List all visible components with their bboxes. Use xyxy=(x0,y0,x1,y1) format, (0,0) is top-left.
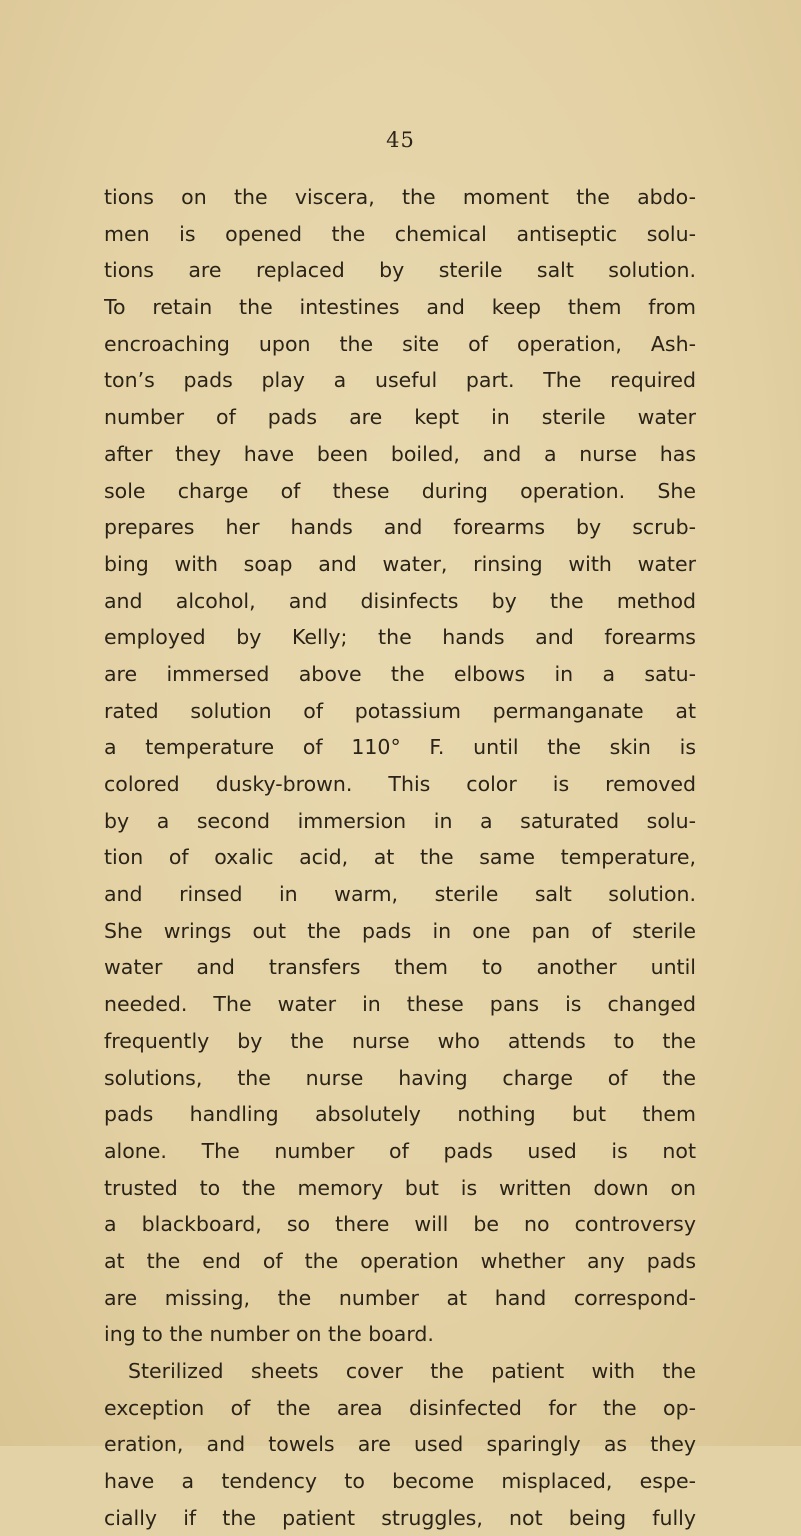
body-text xyxy=(104,179,696,1536)
text-line: trusted to the memory but is written down on xyxy=(104,1175,696,1200)
page-number: 45 xyxy=(386,128,415,152)
text-line: tion of oxalic acid, at the same temperature, xyxy=(104,845,696,870)
text-line: needed. The water in these pans is changed xyxy=(104,992,696,1017)
text-line: rated solution of potassium permanganate at xyxy=(104,698,696,723)
text-line: ing to the number on the board. xyxy=(104,1322,434,1347)
text-line: are missing, the number at hand correspond- xyxy=(104,1285,696,1310)
text-line: She wrings out the pads in one pan of sterile xyxy=(104,918,696,943)
text-line: by a second immersion in a saturated solu- xyxy=(104,808,696,833)
text-line: encroaching upon the site of operation, Ash- xyxy=(104,331,696,356)
text-line: sole charge of these during operation. She xyxy=(104,478,696,503)
text-line: a blackboard, so there will be no controversy xyxy=(104,1212,696,1237)
text-line: have a tendency to become misplaced, espe- xyxy=(104,1469,696,1494)
text-line: To retain the intestines and keep them from xyxy=(104,295,696,320)
text-line: tions are replaced by sterile salt solution. xyxy=(104,258,696,283)
text-line: frequently by the nurse who attends to the xyxy=(104,1028,696,1053)
text-line: men is opened the chemical antiseptic solu- xyxy=(104,221,696,246)
text-line: colored dusky-brown. This color is removed xyxy=(104,772,696,796)
text-line: employed by Kelly; the hands and forearms xyxy=(104,625,696,650)
text-line: pads handling absolutely nothing but them xyxy=(104,1102,696,1127)
text-line: water and transfers them to another until xyxy=(104,955,696,980)
text-line: number of pads are kept in sterile water xyxy=(104,405,696,430)
text-line: eration, and towels are used sparingly as they xyxy=(104,1432,696,1457)
text-line: bing with soap and water, rinsing with water xyxy=(104,551,696,576)
text-line: prepares her hands and forearms by scrub- xyxy=(104,515,696,540)
text-line: alone. The number of pads used is not xyxy=(104,1138,696,1163)
text-line: ton’s pads play a useful part. The required xyxy=(104,368,696,393)
text-line: and alcohol, and disinfects by the method xyxy=(104,588,696,613)
text-line: tions on the viscera, the moment the abdo- xyxy=(104,185,696,209)
text-line: exception of the area disinfected for the op- xyxy=(104,1395,696,1420)
text-line: are immersed above the elbows in a satu- xyxy=(104,661,696,686)
text-line: Sterilized sheets cover the patient with the xyxy=(128,1359,696,1383)
text-line: at the end of the operation whether any pads xyxy=(104,1248,696,1273)
text-line: a temperature of 110° F. until the skin is xyxy=(104,735,696,760)
text-line: and rinsed in warm, sterile salt solution. xyxy=(104,882,696,907)
text-line: cially if the patient struggles, not being fully xyxy=(104,1505,696,1530)
text-line: solutions, the nurse having charge of the xyxy=(104,1065,696,1090)
text-line: after they have been boiled, and a nurse has xyxy=(104,441,696,466)
